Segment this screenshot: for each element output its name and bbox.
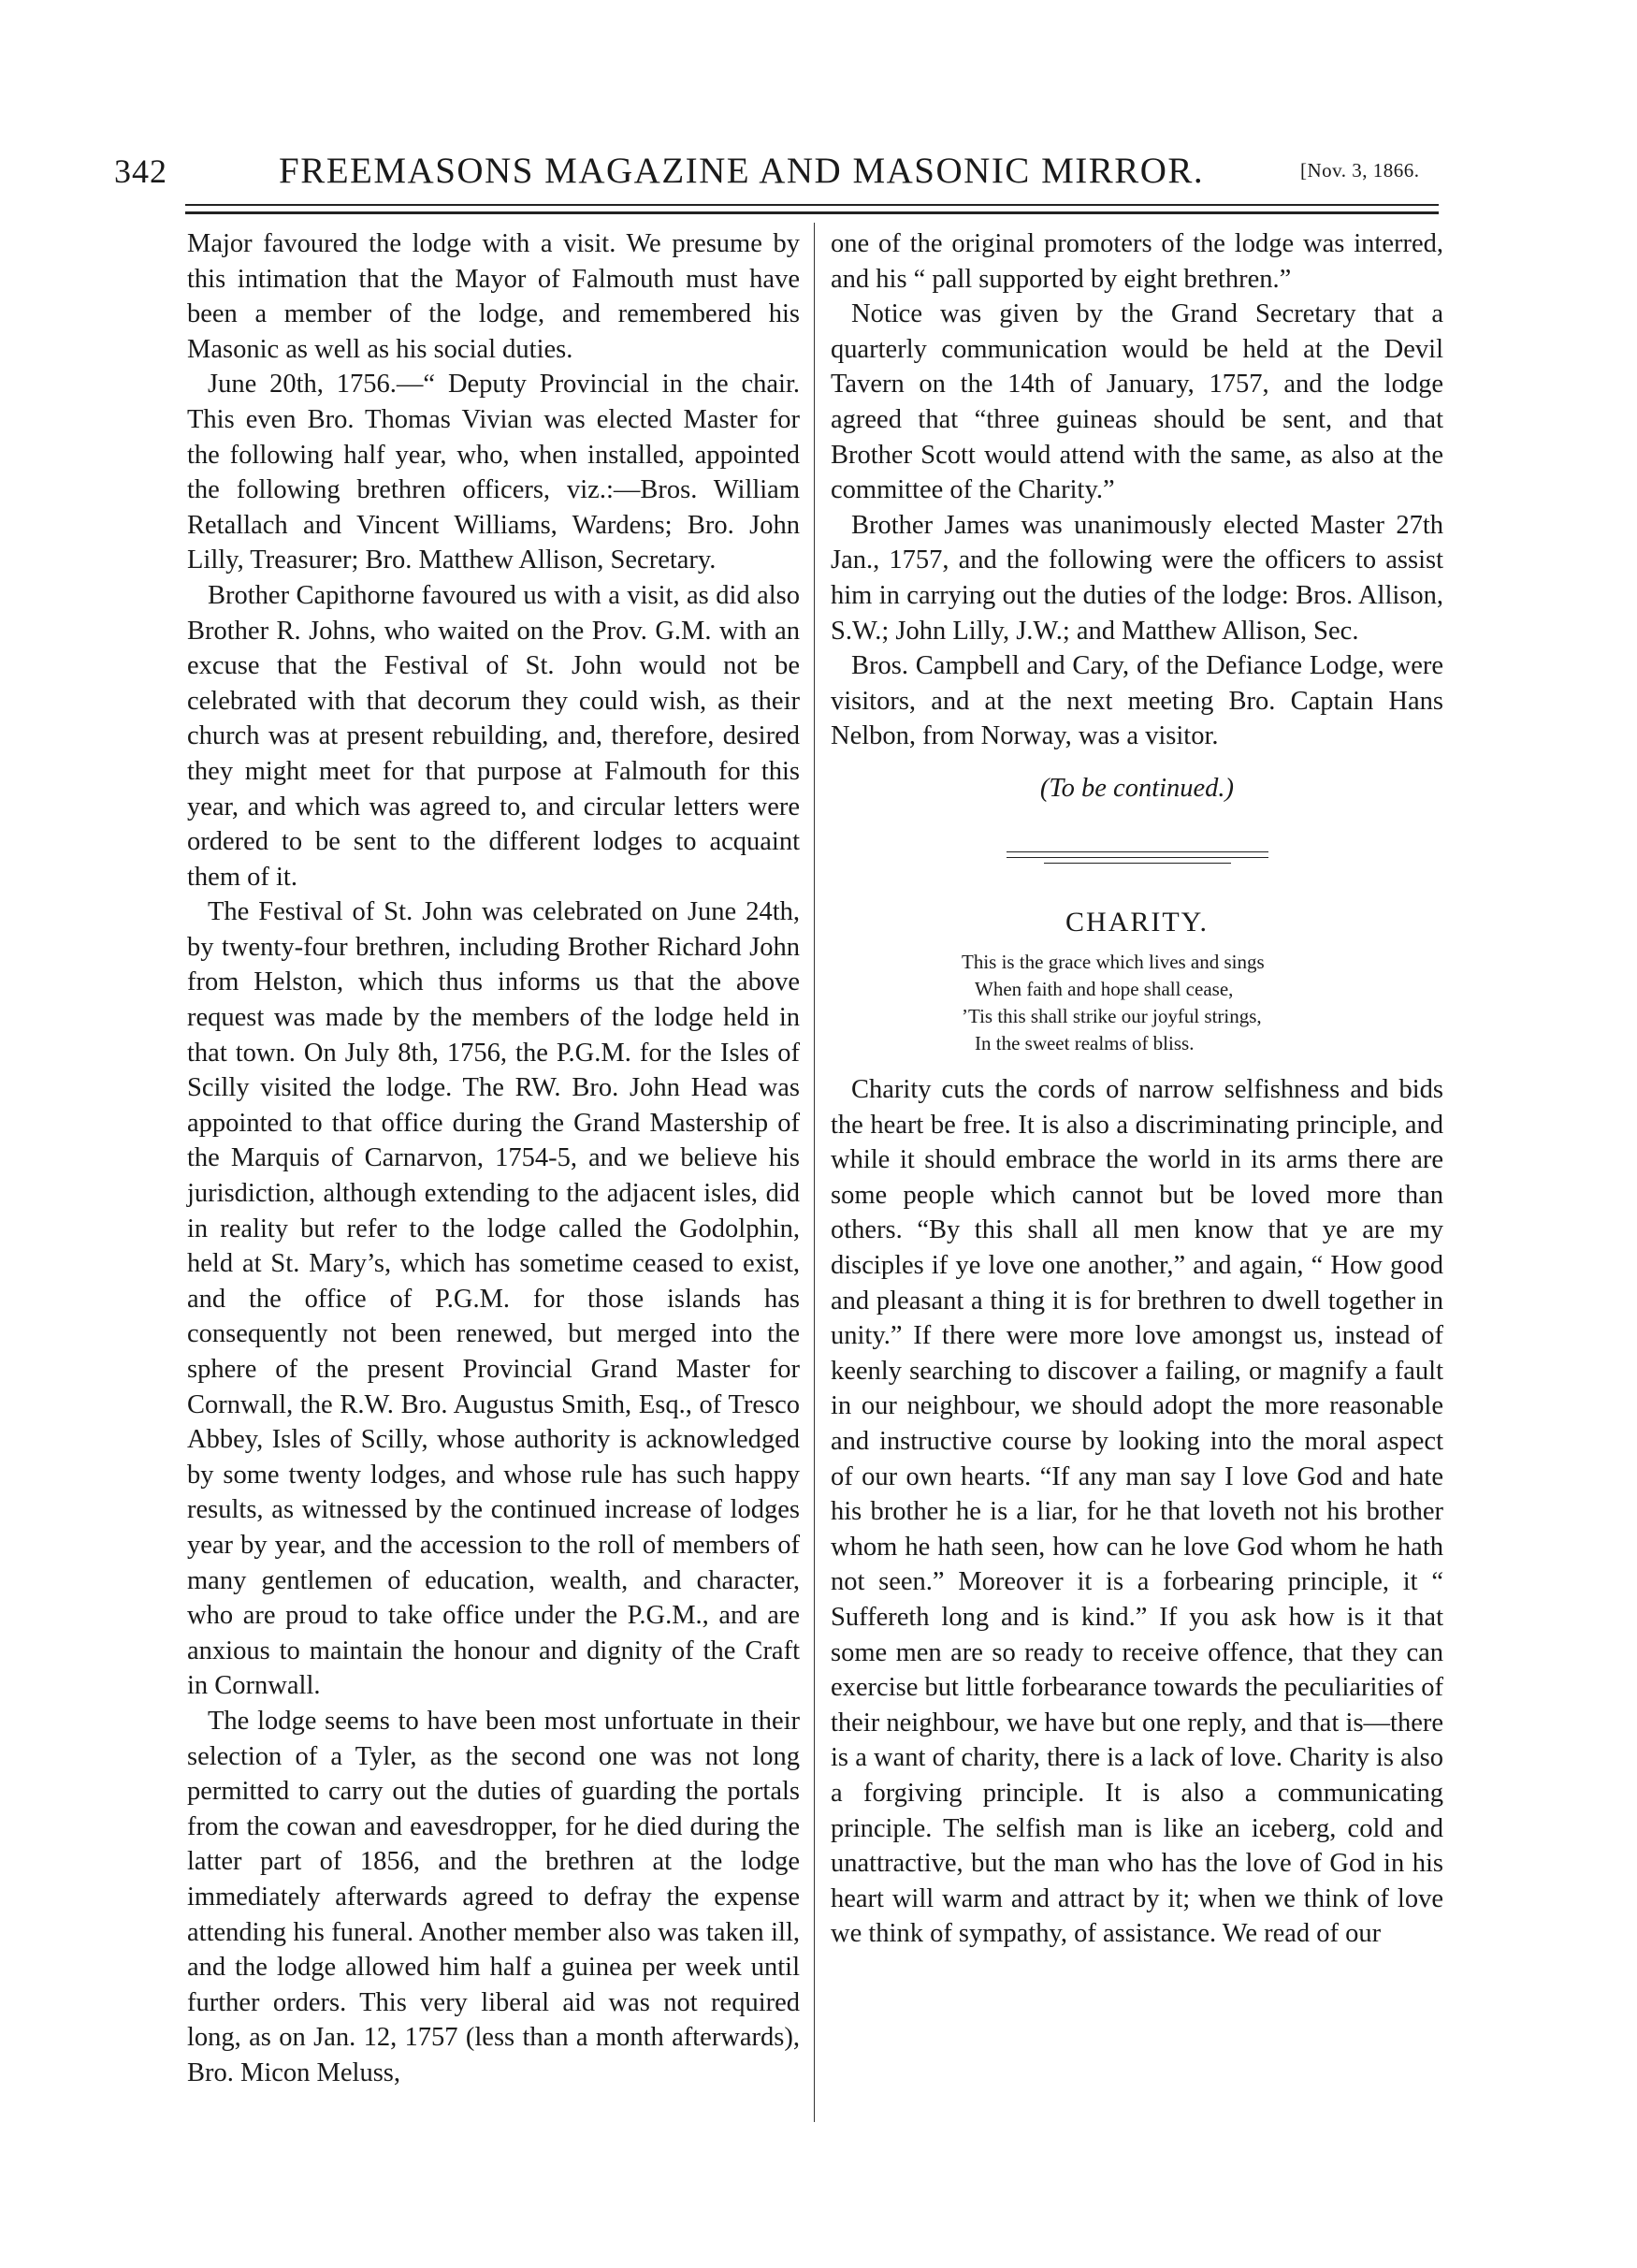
paragraph: Major favoured the lodge with a visit. We presume by this intimation that the Mayor of Falmouth must have been a member of the lodge, and remembered his Masonic as well as his social duties. <box>187 229 800 364</box>
to-be-continued: (To be continued.) <box>1039 773 1235 803</box>
paragraph: Brother James was unanimously elected Master 27th Jan., 1757, and the following were the officers to assist him in carrying out the duties of the lodge: Bros. Allison, S.W.; John Lilly, J.W.; and Matthew Allison, Sec. <box>831 510 1443 646</box>
paragraph: The lodge seems to have been most unfortuate in their selection of a Tyler, as the second one was not long permitted to carry out the duties of guarding the portals from the cowan and eavesdropper, for he died during the latter part of 1856, and the brethren at the lodge immediately afterwards agreed to defray the expense attending his funeral. Another member also was taken ill, and the lodge allowed him half a guinea per week until further orders. This very liberal aid was not required long, as on Jan. 12, 1757 (less than a month afterwards), Bro. Micon Meluss, <box>187 1706 800 2087</box>
poem-line: In the sweet realms of bliss. <box>975 1032 1195 1055</box>
paragraph: Notice was given by the Grand Secretary that a quarterly communication would be held at the Devil Tavern on the 14th of January, 1757, and the lodge agreed that “three guineas should be sent, and that Brother Scott would attend with the same, as also at the committee of the Charity.” <box>831 299 1443 505</box>
header-rule <box>185 204 1439 206</box>
paragraph: Bros. Campbell and Cary, of the Defiance Lodge, were visitors, and at the next meeting Bro. Captain Hans Nelbon, from Norway, was a visitor. <box>831 651 1443 751</box>
section-title: CHARITY. <box>1065 906 1209 938</box>
right-column <box>831 226 1443 1952</box>
paragraph: June 20th, 1756.—“ Deputy Provincial in the chair. This even Bro. Thomas Vivian was elected Master for the following half year, who, when installed, appointed the following brethren officers, viz.:—Bros. William Retallach and Vincent Williams, Wardens; Bro. John Lilly, Treasurer; Bro. Matthew Allison, Secretary. <box>187 370 800 575</box>
left-column <box>187 226 800 2090</box>
poem-line: This is the grace which lives and sings <box>962 951 1265 974</box>
paragraph: Brother Capithorne favoured us with a visit, as did also Brother R. Johns, who waited on the Prov. G.M. with an excuse that the Festival of St. John would not be celebrated with that decorum they could wish, as their church was at present rebuilding, and, therefore, desired they might meet for that purpose at Falmouth for this year, and which was agreed to, and circular letters were ordered to be sent to the different lodges to acquaint them of it. <box>187 580 800 892</box>
page-number: 342 <box>114 153 167 190</box>
header-rule-double <box>185 211 1439 214</box>
poem-line: ’Tis this shall strike our joyful strings, <box>962 1005 1262 1028</box>
paragraph: Charity cuts the cords of narrow selfishness and bids the heart be free. It is also a discriminating principle, and while it should embrace the world in its arms there are some people which cannot but be loved more than others. “By this shall all men know that ye are my disciples if ye love one another,” and again, “ How good and pleasant a thing it is for brethren to dwell together in unity.” If there were more love amongst us, instead of keenly searching to discover a failing, or magnify a fault in our neighbour, we should adopt the more reasonable and instructive course by looking into the moral aspect of our own hearts. “If any man say I love God and hate his brother he is a liar, for he that loveth not his brother whom he hath seen, how can he love God whom he hath not seen.” Moreover it is a forbearing principle, it “ Suffereth long and is kind.” If you ask how is it that some men are so ready to receive offence, that they can exercise but little forbearance towards the peculiarities of their neighbour, we have but one reply, and that is—there is a want of charity, there is a lack of love. Charity is also a forgiving principle. It is also a communicating principle. The selfish man is like an iceberg, cold and unattractive, but the man who has the love of God in his heart will warm and attract by it; when we think of love we think of sympathy, of assistance. We read of our <box>831 1075 1443 1949</box>
paragraph: one of the original promoters of the lodge was interred, and his “ pall supported by eight brethren.” <box>831 229 1443 294</box>
paragraph: The Festival of St. John was celebrated on June 24th, by twenty-four brethren, including Brother Richard John from Helston, which thus informs us that the above request was made by the members of the lodge held in that town. On July 8th, 1756, the P.G.M. for the Isles of Scilly visited the lodge. The RW. Bro. John Head was appointed to that office during the Grand Mastership of the Marquis of Carnarvon, 1754-5, and we believe his jurisdiction, although extending to the adjacent isles, did in reality but refer to the lodge called the Godolphin, held at St. Mary’s, which has sometime ceased to exist, and the office of P.G.M. for those islands has consequently not been renewed, but merged into the sphere of the present Provincial Grand Master for Cornwall, the R.W. Bro. Augustus Smith, Esq., of Tresco Abbey, Isles of Scilly, whose authority is acknowledged by some twenty lodges, and whose rule has such happy results, as witnessed by the continued increase of lodges year by year, and the accession to the roll of members of many gentlemen of education, wealth, and character, who are proud to take office under the P.G.M., and are anxious to maintain the honour and dignity of the Craft in Cornwall. <box>187 897 800 1701</box>
masthead-title: FREEMASONS MAGAZINE AND MASONIC MIRROR. <box>279 151 1205 191</box>
epigraph-poem <box>962 949 1443 1057</box>
column-divider <box>814 223 815 2122</box>
poem-line: When faith and hope shall cease, <box>975 978 1234 1001</box>
section-divider-ornament <box>1007 851 1268 864</box>
masthead-date: [Nov. 3, 1866. <box>1300 159 1420 182</box>
